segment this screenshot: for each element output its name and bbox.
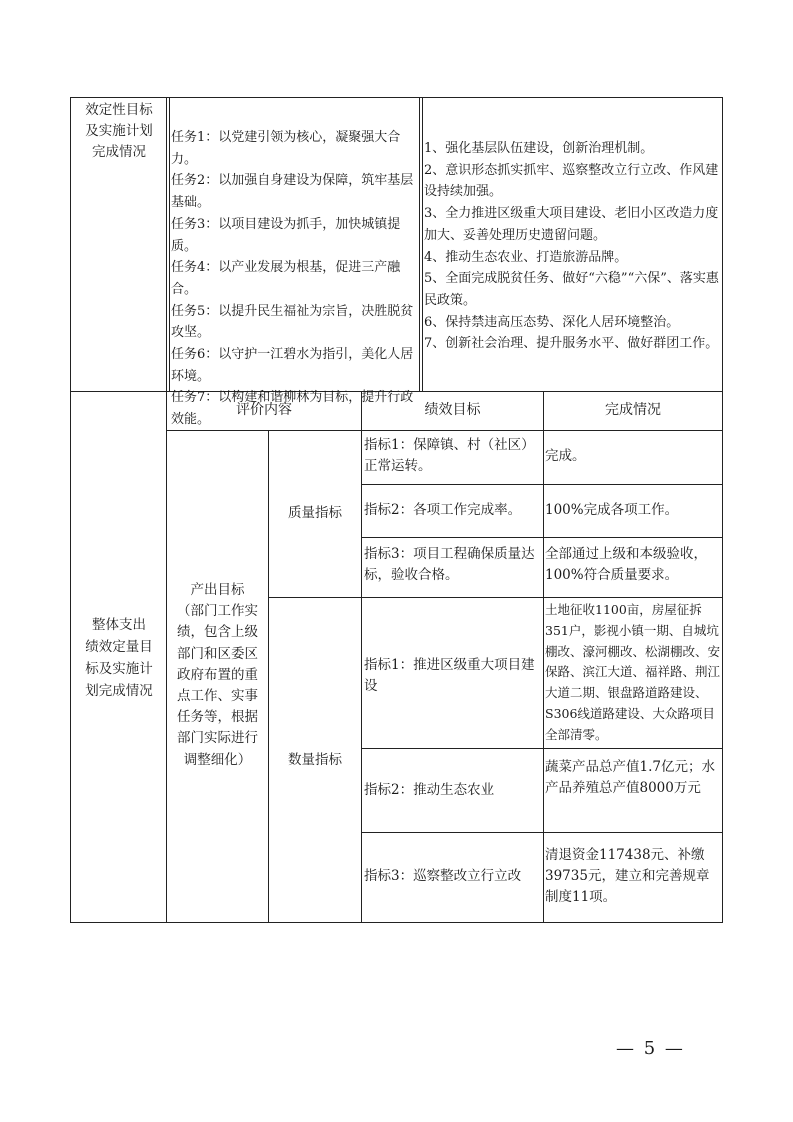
- page-number: — 5 —: [616, 1038, 685, 1059]
- n-row2-bottom: [361, 832, 723, 833]
- quantity-status-3: 清退资金117438元、补缴39735元，建立和完善规章制度11项。: [545, 847, 710, 905]
- task-item: 任务6：以守护一江碧水为指引，美化人居环境。: [171, 347, 414, 384]
- s1-divider-c: [419, 97, 420, 392]
- section2-label-line: 标及实施计: [85, 661, 153, 677]
- quality-quantity-divider: [268, 597, 723, 598]
- quantity-status-2: 蔬菜产品总产值1.7亿元；水产品养殖总产值8000万元: [545, 759, 715, 796]
- output-label-line: 任务等，根据: [177, 709, 258, 726]
- section2-label-line: 绩效定量目: [85, 639, 153, 655]
- output-label-line: 政府布置的重: [177, 666, 258, 683]
- task-item: 任务3：以项目建设为抓手，加快城镇提质。: [171, 216, 401, 254]
- quality-target-2: 指标2：各项工作完成率。: [364, 502, 522, 518]
- task-item: 任务4：以产业发展为根基，促进三产融合。: [171, 260, 401, 297]
- quality-status-3: 全部通过上级和本级验收，100%符合质量要求。: [545, 546, 707, 583]
- quantity-status-1: 土地征收1100亩，房屋征拆351户，影视小镇一期、自城坑棚改、濠河棚改、松湖棚改、安保路、滨江大道、福祥路、荆江大道二期、银盘路道路建设、S306线道路建设、大众路项目全部清零。: [545, 602, 721, 742]
- quality-status-2: 100%完成各项工作。: [545, 502, 679, 518]
- quantity-target-2: 指标2：推动生态农业: [364, 782, 495, 798]
- s2-target-divider: [361, 391, 362, 923]
- output-label-line: 产出目标: [190, 582, 245, 598]
- task-list: [171, 127, 417, 431]
- result-item: 3、全力推进区级重大项目建设、老旧小区改造力度加大、妥善处理历史遗留问题。: [424, 206, 719, 243]
- section2-label: [72, 614, 166, 702]
- s1-divider-b: [169, 97, 170, 392]
- quality-target-3: 指标3：项目工程确保质量达标，验收合格。: [364, 546, 535, 583]
- quantity-target-1: 指标1：推进区级重大项目建设: [364, 657, 535, 694]
- table-left-border: [70, 97, 71, 923]
- result-item: 2、意识形态抓实抓牢、巡察整改立行立改、作风建设持续加强。: [424, 162, 719, 200]
- section2-label-line: 整体支出: [92, 617, 146, 633]
- result-list: [424, 138, 720, 355]
- result-item: 1、强化基层队伍建设，创新治理机制。: [424, 141, 654, 156]
- quantity-target-3: 指标3：巡察整改立行立改: [364, 868, 522, 884]
- quality-indicator-label: 质量指标: [288, 505, 342, 521]
- result-item: 4、推动生态农业、打造旅游品牌。: [424, 249, 628, 265]
- section2-label-line: 划完成情况: [85, 683, 153, 699]
- q-row2-bottom: [361, 537, 723, 538]
- s1-divider-d: [422, 97, 423, 392]
- section1-label: [74, 100, 164, 163]
- s1-divider-a: [166, 97, 167, 392]
- quality-target-1: 指标1：保障镇、村（社区）正常运转。: [364, 437, 535, 474]
- section1-label-line: 及实施计划: [85, 123, 153, 139]
- output-label-line: 绩，包含上级: [177, 624, 258, 641]
- output-label-line: 点工作、实事: [177, 688, 258, 705]
- quality-status-1: 完成。: [545, 448, 586, 464]
- task-item: 任务5：以提升民生福祉为宗旨，决胜脱贫攻坚。: [171, 303, 414, 341]
- table-bottom-border: [70, 922, 723, 923]
- header-target: 绩效目标: [424, 402, 481, 418]
- output-label-line: 部门和区委区: [177, 645, 258, 662]
- header-content: 评价内容: [236, 402, 292, 418]
- header-status: 完成情况: [605, 402, 661, 418]
- q-row1-bottom: [361, 484, 723, 485]
- output-label-line: 调整细化）: [183, 751, 252, 768]
- table-right-border: [722, 97, 723, 923]
- table-top-border: [70, 97, 723, 98]
- section1-label-line: 效定性目标: [85, 102, 153, 118]
- s2-status-divider: [543, 391, 544, 923]
- task-item: 任务2：以加强自身建设为保障，筑牢基层基础。: [171, 173, 414, 211]
- output-label-line: 部门实际进行: [177, 730, 258, 747]
- n-row1-bottom: [361, 748, 723, 749]
- task-item: 任务1：以党建引领为核心，凝聚强大合力。: [171, 130, 401, 167]
- output-label-line: （部门工作实: [177, 603, 258, 620]
- result-item: 6、保持禁违高压态势、深化人居环境整治。: [424, 314, 680, 330]
- result-item: 5、全面完成脱贫任务、做好“六稳”“六保”、落实惠民政策。: [424, 271, 719, 308]
- result-item: 7、创新社会治理、提升服务水平、做好群团工作。: [424, 336, 719, 352]
- task-item: 任务7：以构建和谐柳林为目标，提升行政效能。: [171, 390, 414, 428]
- quantity-indicator-label: 数量指标: [288, 752, 342, 768]
- section1-label-line: 完成情况: [92, 144, 146, 160]
- output-label: [167, 580, 268, 771]
